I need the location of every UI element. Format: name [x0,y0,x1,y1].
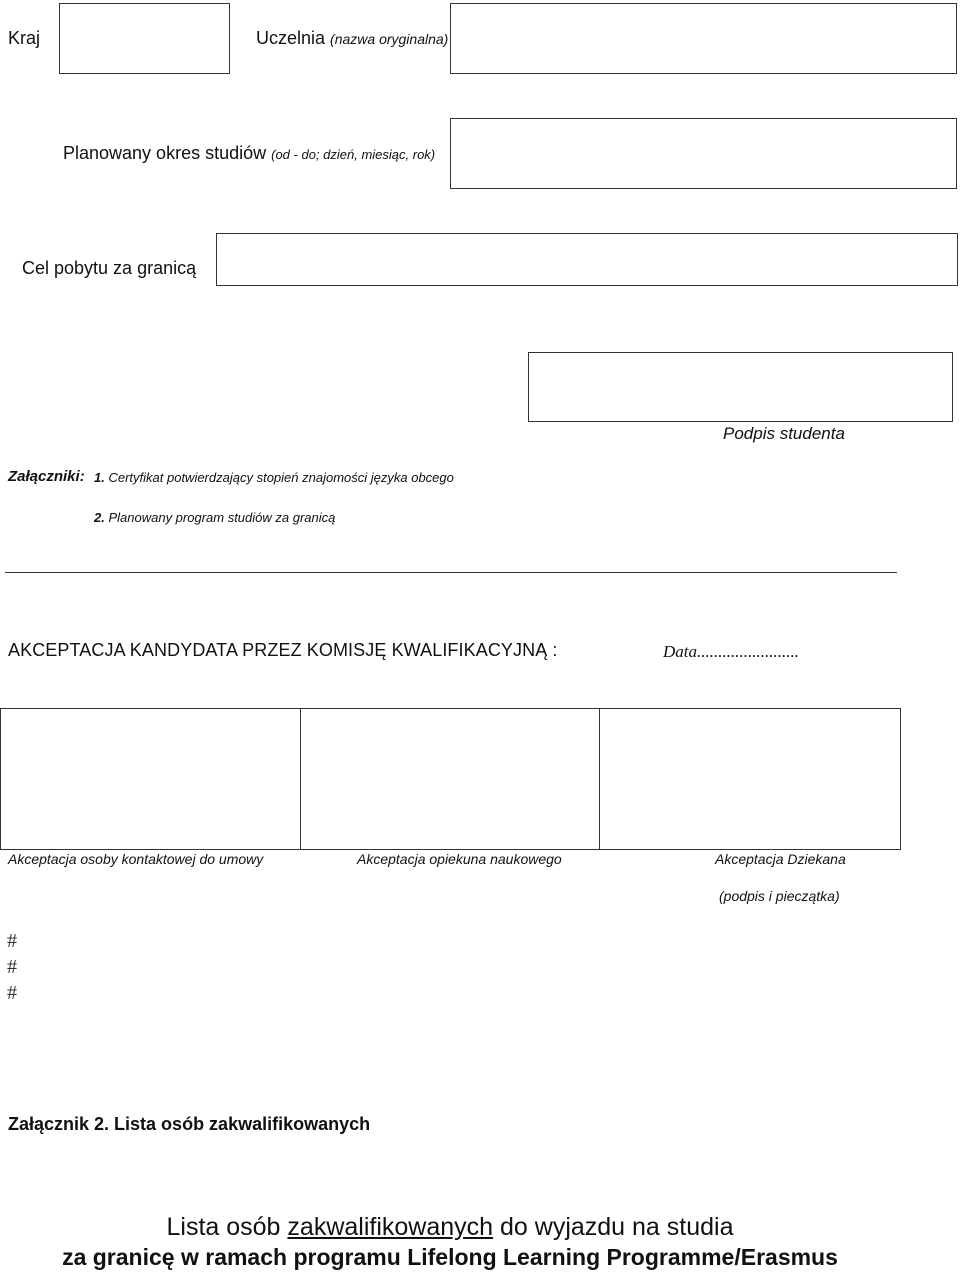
supervisor-signature-box[interactable] [300,708,601,850]
dean-acceptance-label: Akceptacja Dziekana [715,851,846,867]
list-title-underlined: zakwalifikowanych [287,1213,494,1241]
purpose-label: Cel pobytu za granicą [22,258,197,278]
attachment-number: 2. [94,510,105,525]
university-note: (nazwa oryginalna) [330,31,449,47]
hash-mark: # [7,956,17,978]
period-label [63,143,435,164]
hash-mark: # [7,930,17,952]
divider-line [5,572,897,573]
student-signature-field[interactable] [528,352,953,422]
date-label: Data........................ [663,642,799,661]
attachment-number: 1. [94,470,105,485]
acceptance-heading: AKCEPTACJA KANDYDATA PRZEZ KOMISJĘ KWALIFIKACYJNĄ : [8,640,558,660]
contact-person-acceptance-label: Akceptacja osoby kontaktowej do umowy [8,851,264,867]
attachments-label: Załączniki: [8,468,85,485]
period-note: (od - do; dzień, miesiąc, rok) [271,147,436,162]
contact-person-signature-box[interactable] [0,708,302,850]
supervisor-acceptance-label: Akceptacja opiekuna naukowego [357,851,562,867]
list-title-post: do wyjazdu na studia [493,1213,734,1241]
list-subtitle: za granicę w ramach programu Lifelong Learning Programme/Erasmus [62,1244,838,1270]
signature-label: Podpis studenta [723,424,845,443]
stamp-note: (podpis i pieczątka) [719,888,840,904]
period-label-text: Planowany okres studiów [63,143,267,163]
attachment-text: Certyfikat potwierdzający stopień znajomości języka obcego [108,470,454,485]
country-field[interactable] [59,3,230,74]
attachment-item [94,470,454,485]
country-label: Kraj [8,28,41,48]
period-field[interactable] [450,118,957,189]
university-label-text: Uczelnia [256,28,326,48]
appendix-label: Załącznik 2. Lista osób zakwalifikowanych [8,1114,371,1134]
list-title-pre: Lista osób [166,1213,288,1241]
attachment-text: Planowany program studiów za granicą [108,510,336,525]
purpose-field[interactable] [216,233,958,286]
university-field[interactable] [450,3,957,74]
attachment-item [94,510,335,525]
dean-signature-box[interactable] [599,708,901,850]
hash-mark: # [7,982,17,1004]
list-title [0,1213,900,1242]
university-label [256,28,448,49]
